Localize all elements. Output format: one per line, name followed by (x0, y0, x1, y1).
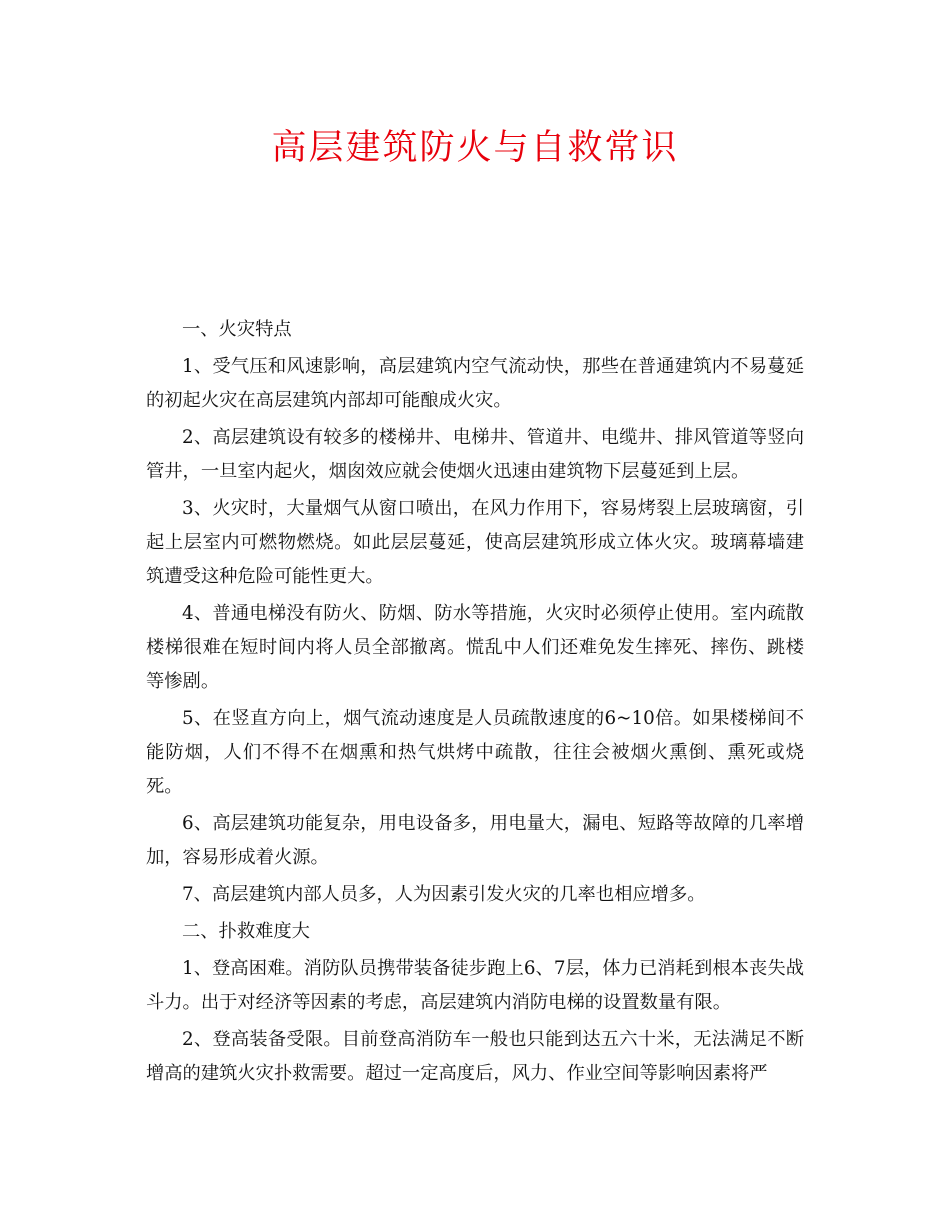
paragraph: 1、登高困难。消防队员携带装备徒步跑上6、7层，体力已消耗到根本丧失战斗力。出于对经济等因素的考虑，高层建筑内消防电梯的设置数量有限。 (146, 958, 804, 1013)
paragraph: 6、高层建筑功能复杂，用电设备多，用电量大，漏电、短路等故障的几率增加，容易形成着火源。 (146, 813, 804, 868)
section-heading: 二、扑救难度大 (182, 921, 310, 942)
paragraph: 2、登高装备受限。目前登高消防车一般也只能到达五六十米，无法满足不断增高的建筑火灾扑救需要。超过一定高度后，风力、作业空间等影响因素将严 (146, 1029, 804, 1084)
paragraph: 7、高层建筑内部人员多，人为因素引发火灾的几率也相应增多。 (182, 884, 706, 905)
paragraph: 3、火灾时，大量烟气从窗口喷出，在风力作用下，容易烤裂上层玻璃窗，引起上层室内可燃物燃烧。如此层层蔓延，使高层建筑形成立体火灾。玻璃幕墙建筑遭受这种危险可能性更大。 (146, 498, 804, 587)
paragraph: 1、受气压和风速影响，高层建筑内空气流动快，那些在普通建筑内不易蔓延的初起火灾在高层建筑内部却可能酿成火灾。 (146, 356, 804, 411)
document-body (146, 313, 804, 1094)
document-title: 高层建筑防火与自救常识 (271, 128, 679, 168)
paragraph: 5、在竖直方向上，烟气流动速度是人员疏散速度的6~10倍。如果楼梯间不能防烟，人们不得不在烟熏和热气烘烤中疏散，往往会被烟火熏倒、熏死或烧死。 (146, 708, 804, 797)
paragraph: 2、高层建筑设有较多的楼梯井、电梯井、管道井、电缆井、排风管道等竖向管井，一旦室内起火，烟囱效应就会使烟火迅速由建筑物下层蔓延到上层。 (146, 427, 804, 482)
section-heading: 一、火灾特点 (182, 319, 292, 340)
paragraph: 4、普通电梯没有防火、防烟、防水等措施，火灾时必须停止使用。室内疏散楼梯很难在短时间内将人员全部撤离。慌乱中人们还难免发生摔死、摔伤、跳楼等惨剧。 (146, 603, 804, 692)
